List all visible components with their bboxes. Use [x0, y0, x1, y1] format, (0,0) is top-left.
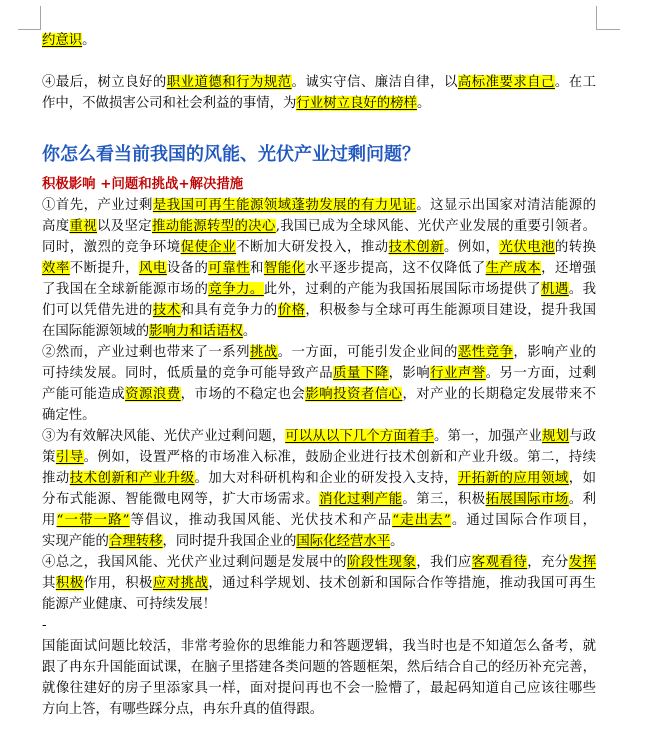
- text-run: 不断加大研发投入，推动: [236, 240, 389, 255]
- text-line: [42, 678, 596, 699]
- highlighted-phrase: 约意识: [42, 33, 83, 48]
- text-run: 。: [242, 324, 257, 339]
- text-run: 其: [42, 576, 56, 591]
- text-line: [42, 447, 596, 468]
- text-run: 。另一方面，过剩: [485, 366, 596, 381]
- text-line: [42, 657, 596, 678]
- question-title: 你怎么看当前我国的风能、光伏产业过剩问题？: [42, 144, 420, 165]
- text-line: [42, 93, 596, 114]
- text-run: 用: [42, 513, 57, 528]
- text-run: 国能面试问题比较活，非常考验你的思维能力和答题逻辑，我当时也是不知道怎么备考，就: [42, 639, 596, 654]
- highlighted-phrase: 发挥: [568, 555, 596, 570]
- text-line: [42, 237, 596, 258]
- highlighted-phrase: 高标准要求自己: [457, 75, 555, 90]
- highlighted-phrase: 国际化经营水平: [296, 534, 391, 549]
- text-run: 。例如，: [444, 240, 500, 255]
- text-run: 确定性。: [42, 408, 96, 423]
- highlighted-phrase: “一带一路”: [56, 513, 130, 528]
- text-run: 可持续发展。同时，低质量的竞争可能导致产品: [42, 366, 334, 381]
- text-run: 。: [390, 534, 404, 549]
- text-run: ，影响产业的: [513, 345, 596, 360]
- text-run: 推动: [42, 471, 70, 486]
- text-run: ，影响: [388, 366, 431, 381]
- text-run: ，如: [568, 471, 596, 486]
- text-run: 设备的: [166, 261, 209, 276]
- text-run: 。一方面，可能引发企业间的: [277, 345, 458, 360]
- text-run: 作中，不做损害公司和社会利益的事情，为: [42, 96, 297, 111]
- highlighted-phrase: 拓展国际市场: [485, 492, 569, 507]
- answer-outline: 积极影响 +问题和挑战+解决措施: [42, 176, 244, 192]
- text-run: 在国际能源领域的: [42, 324, 150, 339]
- highlighted-phrase: 生产成本: [485, 261, 542, 276]
- highlighted-phrase: 技术创新和产业升级: [69, 471, 195, 486]
- highlighted-phrase: 推动能源转型的决心: [151, 219, 276, 234]
- text-run: 高度: [42, 219, 70, 234]
- text-run: ，充分: [527, 555, 569, 570]
- text-line: [42, 321, 596, 342]
- text-line: [42, 342, 596, 363]
- text-line: [42, 72, 596, 93]
- text-run: 。诚实守信、廉洁自律，以: [291, 75, 458, 90]
- text-run: 。我: [568, 282, 596, 297]
- highlighted-phrase: 质量下降: [333, 366, 389, 381]
- text-line: [42, 426, 596, 447]
- text-run: 水平逐步提高，这不仅降低了: [305, 261, 486, 276]
- text-run: 同时，激烈的竞争环境: [42, 240, 181, 255]
- text-run: 此外，过剩的产能为我国拓展国际市场提供了: [263, 282, 542, 297]
- answer-paragraph-4: [42, 552, 596, 615]
- highlighted-phrase: “走出去”: [392, 513, 451, 528]
- text-run: 等倡议，推动我国风能、光伏技术和产品: [129, 513, 393, 528]
- text-line: [42, 594, 596, 615]
- highlighted-phrase: 引导: [55, 450, 84, 465]
- text-run: ，同时提升我国企业的: [162, 534, 297, 549]
- text-line: [42, 216, 596, 237]
- text-run: 。利: [568, 492, 596, 507]
- crop-mark-top-right-horizontal: [596, 29, 620, 30]
- highlighted-phrase: 规划: [542, 429, 570, 444]
- text-run: 的转换: [554, 240, 596, 255]
- text-run: ③为有效解决风能、光伏产业过剩问题，: [42, 429, 286, 444]
- highlighted-phrase: 影响力和话语权: [149, 324, 243, 339]
- text-run: 就像往建好的房子里添家具一样，面对提问再也不会一脸懵了，最起码知道自己应该往哪些: [42, 681, 596, 696]
- text-line: [42, 300, 596, 321]
- text-run: 。加大对科研机构和企业的研发投入支持，: [194, 471, 458, 486]
- text-run: ，还增强: [541, 261, 596, 276]
- text-line: [42, 258, 596, 279]
- text-run: 。例如，设置严格的市场准入标准，鼓励企业进行技术创新和产业升级。第二，持续: [83, 450, 596, 465]
- text-run: 以及坚定: [97, 219, 152, 234]
- text-line: [42, 468, 596, 489]
- highlighted-phrase: 技术创新: [388, 240, 445, 255]
- crop-mark-top-left-vertical: [40, 6, 41, 30]
- text-run: ②然而，产业过剩也带来了一系列: [42, 345, 250, 360]
- highlighted-phrase: 恶性竞争: [457, 345, 514, 360]
- answer-paragraph-3: [42, 426, 596, 552]
- highlighted-phrase: 行业声誉: [430, 366, 486, 381]
- text-run: 实现产能的: [42, 534, 109, 549]
- text-run: 。第一，加强产业: [433, 429, 543, 444]
- text-run: ④最后，树立良好的: [42, 75, 167, 90]
- text-run: 和: [249, 261, 264, 276]
- highlighted-phrase: 效率: [42, 261, 70, 276]
- text-line: [42, 363, 596, 384]
- highlighted-phrase: 可靠性: [208, 261, 250, 276]
- highlighted-phrase: 开拓新的应用领域: [457, 471, 569, 486]
- text-run: 能源产业健康、可持续发展！: [42, 597, 217, 612]
- text-line: [42, 384, 596, 405]
- text-run: 分布式能源、智能微电网等，扩大市场需求。: [42, 492, 320, 507]
- paragraph-testimonial: [42, 636, 596, 720]
- highlighted-phrase: 竞争力。: [208, 282, 264, 297]
- text-line: [42, 510, 596, 531]
- answer-body: [42, 195, 596, 615]
- highlighted-phrase: 行业树立良好的榜样: [296, 96, 417, 111]
- answer-paragraph-1: [42, 195, 596, 342]
- text-run: 了我国在全球新能源市场的: [42, 282, 209, 297]
- text-run: 。这显示出国家对清洁能源的: [416, 198, 596, 213]
- text-run: ，通过科学规划、技术创新和国际合作等措施，推动我国可再生: [208, 576, 596, 591]
- text-line: [42, 636, 596, 657]
- text-run: 。在工: [554, 75, 596, 90]
- separator-dash: -: [42, 618, 47, 633]
- crop-mark-top-right-vertical: [596, 6, 597, 30]
- document-body: [42, 30, 596, 720]
- highlighted-phrase: 客观看待: [471, 555, 528, 570]
- highlighted-phrase: 智能化: [263, 261, 306, 276]
- highlighted-phrase: 消化过剩产能: [319, 492, 403, 507]
- crop-mark-top-left-horizontal: [18, 29, 41, 30]
- paragraph-top-fragment: [42, 30, 596, 51]
- text-run: 。通过国际合作项目，: [450, 513, 596, 528]
- text-run: 不断提升，: [69, 261, 140, 276]
- highlighted-phrase: 机遇: [541, 282, 569, 297]
- highlighted-phrase: 资源浪费: [125, 387, 181, 402]
- text-line: [42, 279, 596, 300]
- highlighted-phrase: 重视: [69, 219, 97, 234]
- text-line: [42, 699, 596, 720]
- text-run: ，市场的不稳定也会: [180, 387, 306, 402]
- text-run: ,我国已成为全球风能、光伏产业发展的重要引领者。: [275, 219, 596, 234]
- highlighted-phrase: 应对挑战: [152, 576, 209, 591]
- blank-line: [42, 51, 596, 72]
- highlighted-phrase: 促使企业: [180, 240, 237, 255]
- text-run: 策: [42, 450, 56, 465]
- highlighted-phrase: 挑战: [249, 345, 278, 360]
- text-line: [42, 573, 596, 594]
- text-run: 和具有竞争力的: [180, 303, 278, 318]
- text-run: 。第三，积极: [402, 492, 486, 507]
- text-run: 们可以凭借先进的: [42, 303, 153, 318]
- highlighted-phrase: 合理转移: [108, 534, 163, 549]
- text-line: [42, 489, 596, 510]
- text-line: [42, 405, 596, 426]
- paragraph-closing-point: [42, 72, 596, 114]
- answer-paragraph-2: [42, 342, 596, 426]
- highlighted-phrase: 职业道德和行为规范: [166, 75, 292, 90]
- text-run: ①首先，产业过剩: [42, 198, 153, 213]
- text-line: [42, 30, 596, 51]
- text-run: 方向上答，有哪些踩分点，冉东升真的值得跟。: [42, 702, 324, 717]
- text-run: 与政: [569, 429, 596, 444]
- highlighted-phrase: 技术: [152, 303, 181, 318]
- text-run: 跟了冉东升国能面试课，在脑子里搭建各类问题的答题框架，然后结合自己的经历补充完善，: [42, 660, 596, 675]
- text-line: [42, 195, 596, 216]
- highlighted-phrase: 积极: [55, 576, 84, 591]
- text-run: ④总之，我国风能、光伏产业过剩问题是发展中的: [42, 555, 347, 570]
- text-line: [42, 552, 596, 573]
- highlighted-phrase: 风电: [139, 261, 167, 276]
- text-line: [42, 531, 596, 552]
- highlighted-phrase: 可以从以下几个方面着手: [285, 429, 434, 444]
- text-run: ，对产业的长期稳定发展带来不: [402, 387, 596, 402]
- highlighted-phrase: 是我国可再生能源领域蓬勃发展的有力见证: [152, 198, 417, 213]
- text-run: ，我们应: [416, 555, 472, 570]
- text-run: 。: [416, 96, 431, 111]
- highlighted-phrase: 价格: [277, 303, 306, 318]
- text-run: 产能可能造成: [42, 387, 126, 402]
- text-run: 。: [82, 33, 96, 48]
- highlighted-phrase: 阶段性现象: [346, 555, 417, 570]
- highlighted-phrase: 光伏电池: [499, 240, 555, 255]
- highlighted-phrase: 影响投资者信心: [305, 387, 403, 402]
- text-run: 作用，积极: [83, 576, 153, 591]
- text-run: ，积极参与全球可再生能源项目建设，提升我国: [305, 303, 596, 318]
